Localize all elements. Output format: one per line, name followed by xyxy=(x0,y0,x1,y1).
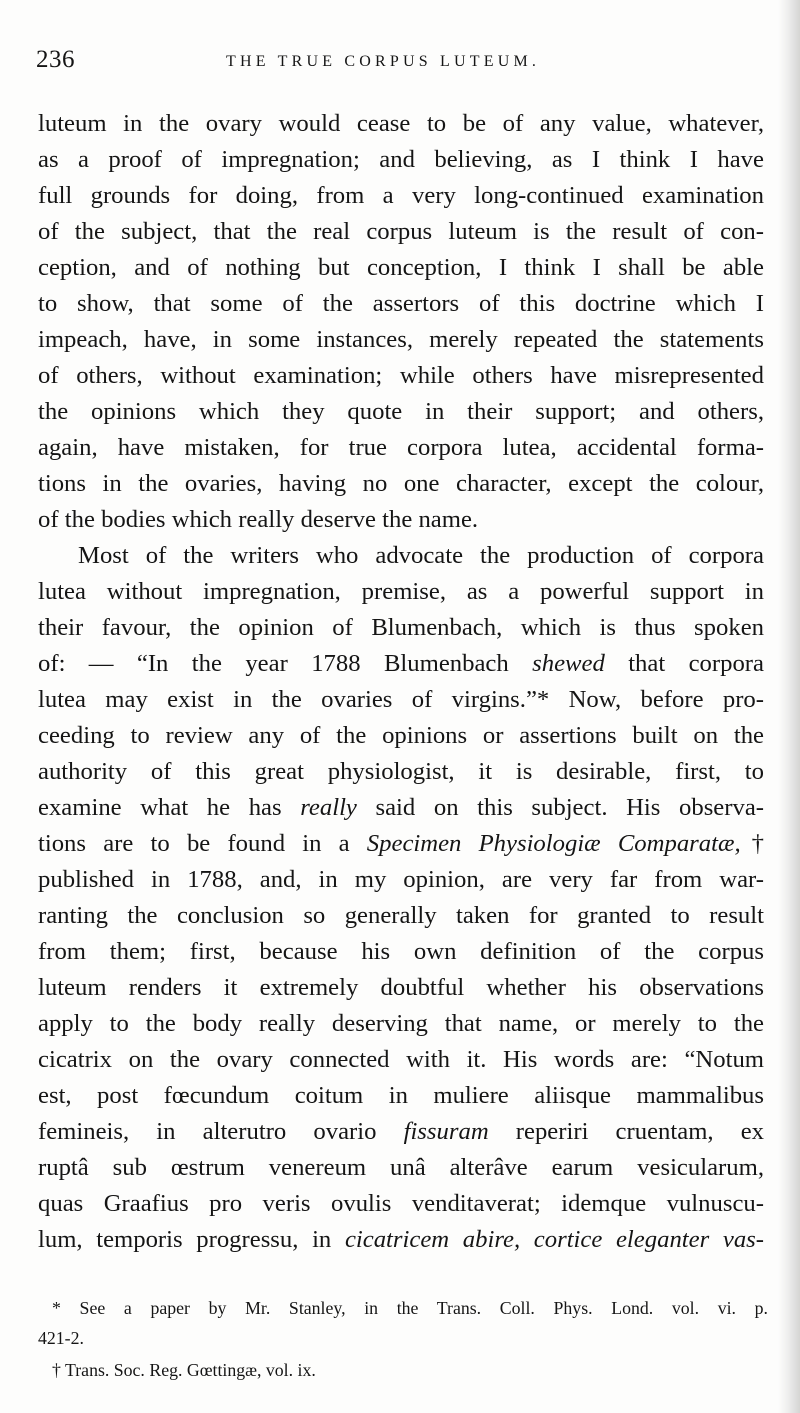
text-line: the opinions which they quote in their support; and others, xyxy=(38,398,764,425)
footnote-line: 421-2. xyxy=(38,1328,84,1348)
text-line: of others, without examination; while others have misrepresented xyxy=(38,362,764,389)
text-run: examine what he has xyxy=(38,794,301,821)
text-line: ception, and of nothing but conception, I think I shall be able xyxy=(38,254,764,281)
text-line: quas Graafius pro veris ovulis venditaverat; idemque vulnuscu- xyxy=(38,1190,764,1217)
text-line: authority of this great physiologist, it is desirable, first, to xyxy=(38,758,764,785)
text-line: cicatrix on the ovary connected with it. His words are: “Notum xyxy=(38,1046,764,1073)
text-run: lum, temporis progressu, in xyxy=(38,1226,345,1253)
text-line: as a proof of impregnation; and believing, as I think I have xyxy=(38,146,764,173)
page-edge-shadow xyxy=(778,0,800,1413)
text-line xyxy=(38,792,764,823)
text-line: tions in the ovaries, having no one character, except the colour, xyxy=(38,470,764,497)
text-run: reperiri cruentam, ex xyxy=(488,1118,764,1145)
text-line: again, have mistaken, for true corpora lutea, accidental forma- xyxy=(38,434,764,461)
text-run: of: — “In the year 1788 Blumenbach xyxy=(38,650,533,677)
text-line: lutea may exist in the ovaries of virgins.”* Now, before pro- xyxy=(38,686,764,713)
text-run: femineis, in alterutro ovario xyxy=(38,1118,404,1145)
text-line: ceeding to review any of the opinions or assertions built on the xyxy=(38,722,764,749)
text-line: ruptâ sub œstrum venereum unâ alterâve earum vesicularum, xyxy=(38,1154,764,1181)
text-run: tions are to be found in a xyxy=(38,830,367,857)
italic-text-run: really xyxy=(300,794,357,821)
footnote-line: * See a paper by Mr. Stanley, in the Trans. Coll. Phys. Lond. vol. vi. p. xyxy=(52,1298,768,1318)
text-line: ranting the conclusion so generally taken for granted to result xyxy=(38,902,764,929)
text-run: that corpora xyxy=(604,650,764,677)
text-line: of the bodies which really deserve the name. xyxy=(38,506,479,533)
text-line: luteum renders it extremely doubtful whether his observations xyxy=(38,974,764,1001)
footnote-line: † Trans. Soc. Reg. Gœttingæ, vol. ix. xyxy=(52,1360,316,1380)
text-line xyxy=(38,1116,764,1147)
page-header xyxy=(36,46,776,80)
text-line: published in 1788, and, in my opinion, are very far from war- xyxy=(38,866,764,893)
text-line: of the subject, that the real corpus luteum is the result of con- xyxy=(38,218,764,245)
italic-text-run: shewed xyxy=(532,650,605,677)
text-line: full grounds for doing, from a very long-continued examination xyxy=(38,182,764,209)
text-line xyxy=(38,1224,764,1255)
page-number: 236 xyxy=(36,46,75,73)
italic-text-run: Specimen Physiologiæ Comparatæ, xyxy=(366,830,741,857)
text-run: said on this subject. His observa- xyxy=(356,794,764,821)
text-line xyxy=(38,648,764,679)
text-line: lutea without impregnation, premise, as a powerful support in xyxy=(38,578,764,605)
text-line: impeach, have, in some instances, merely repeated the statements xyxy=(38,326,764,353)
text-line: their favour, the opinion of Blumenbach, which is thus spoken xyxy=(38,614,764,641)
text-line: est, post fœcundum coitum in muliere aliisque mammalibus xyxy=(38,1082,764,1109)
running-head: THE TRUE CORPUS LUTEUM. xyxy=(226,53,541,70)
italic-text-run: cicatricem abire, cortice eleganter vas- xyxy=(344,1226,764,1253)
text-line xyxy=(38,828,764,859)
text-line: from them; first, because his own definition of the corpus xyxy=(38,938,764,965)
text-line: Most of the writers who advocate the production of corpora xyxy=(78,542,764,569)
text-line: luteum in the ovary would cease to be of any value, whatever, xyxy=(38,110,764,137)
text-line: apply to the body really deserving that name, or merely to the xyxy=(38,1010,764,1037)
text-run: † xyxy=(740,830,764,857)
text-line: to show, that some of the assertors of this doctrine which I xyxy=(38,290,764,317)
italic-text-run: fissuram xyxy=(403,1118,489,1145)
